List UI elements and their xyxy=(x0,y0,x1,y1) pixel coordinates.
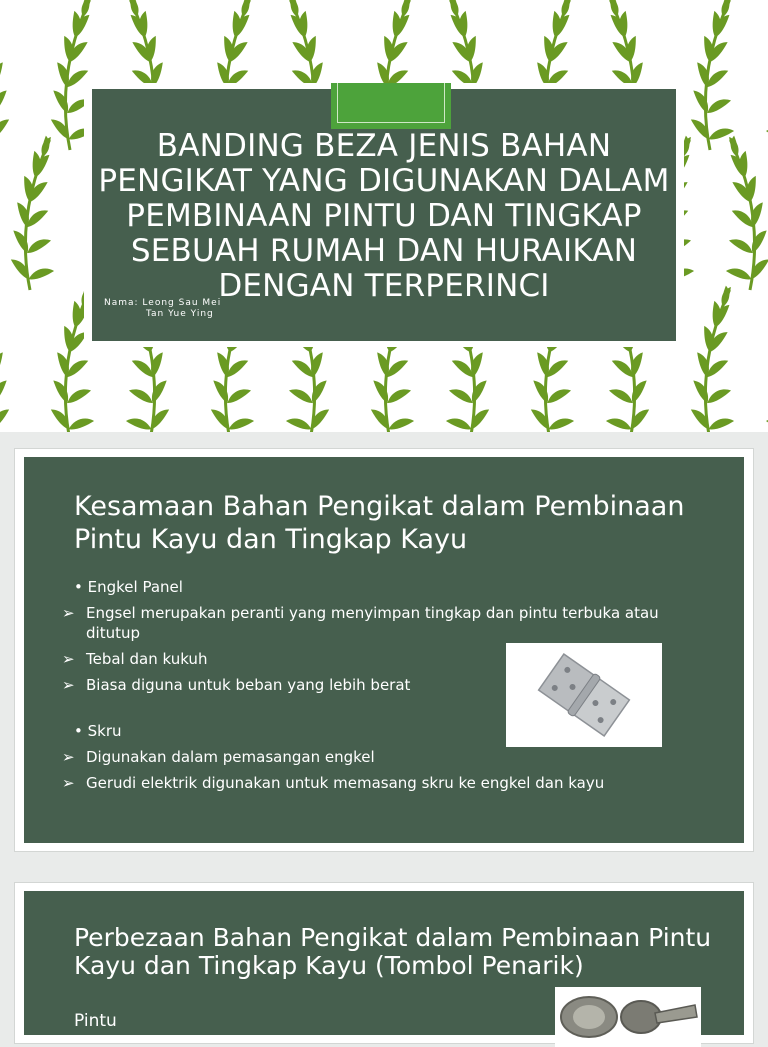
sub-point xyxy=(62,603,686,643)
sub-point-text: Gerudi elektrik digunakan untuk memasang skru ke engkel dan kayu xyxy=(86,774,605,792)
sub-point-text: Engsel merupakan peranti yang menyimpan tingkap dan pintu terbuka atau ditutup xyxy=(86,604,659,642)
fern-frond-icon xyxy=(0,0,29,155)
slide-heading: Kesamaan Bahan Pengikat dalam Pembinaan Pintu Kayu dan Tingkap Kayu xyxy=(74,491,685,555)
fern-frond-icon xyxy=(730,0,768,155)
author-line-1: Nama: Leong Sau Mei xyxy=(104,298,222,308)
title-slide xyxy=(0,0,768,432)
bullet-text: Engkel Panel xyxy=(87,578,183,596)
section-label-pintu: Pintu xyxy=(74,1011,117,1031)
hinge-image xyxy=(506,643,662,747)
author-line-2: Tan Yue Ying xyxy=(146,309,214,319)
sub-point xyxy=(62,773,674,793)
slide-differences xyxy=(14,882,754,1044)
fern-frond-icon xyxy=(671,281,768,432)
bullet-item xyxy=(74,577,674,597)
sub-point-text: Biasa diguna untuk beban yang lebih berat xyxy=(86,676,411,694)
fern-frond-icon xyxy=(671,0,768,155)
fern-frond-icon xyxy=(0,131,90,296)
accent-tab xyxy=(331,83,451,129)
bullet-text: Skru xyxy=(87,722,122,740)
slide-similarities xyxy=(14,448,754,852)
arrow-bullet-icon: ➢ xyxy=(62,676,75,694)
bullet-symbol: • xyxy=(74,722,83,740)
arrow-bullet-icon: ➢ xyxy=(62,748,75,766)
hinge-icon xyxy=(506,643,662,747)
door-knob-icon xyxy=(555,987,701,1047)
fern-frond-icon xyxy=(730,281,768,432)
door-knob-image xyxy=(555,987,701,1047)
bullet-symbol: • xyxy=(74,578,83,596)
sub-point xyxy=(62,747,674,767)
presentation-title: BANDING BEZA JENIS BAHAN PENGIKAT YANG DIGUNAKAN DALAM PEMBINAAN PINTU DAN TINGKAP SEBUAH RUMAH DAN HURAIKAN DENGAN TERPERINCI xyxy=(98,128,670,304)
slide-panel xyxy=(24,891,744,1035)
fern-frond-icon xyxy=(690,131,768,296)
slide-heading: Perbezaan Bahan Pengikat dalam Pembinaan Pintu Kayu dan Tingkap Kayu (Tombol Penarik) xyxy=(74,923,712,980)
arrow-bullet-icon: ➢ xyxy=(62,774,75,792)
slide-panel xyxy=(24,457,744,843)
fern-frond-icon xyxy=(0,281,29,432)
sub-point-text: Tebal dan kukuh xyxy=(86,650,208,668)
arrow-bullet-icon: ➢ xyxy=(62,604,75,622)
arrow-bullet-icon: ➢ xyxy=(62,650,75,668)
title-card xyxy=(84,83,684,347)
author-names xyxy=(104,298,221,320)
title-panel xyxy=(92,89,676,341)
sub-point-text: Digunakan dalam pemasangan engkel xyxy=(86,748,375,766)
